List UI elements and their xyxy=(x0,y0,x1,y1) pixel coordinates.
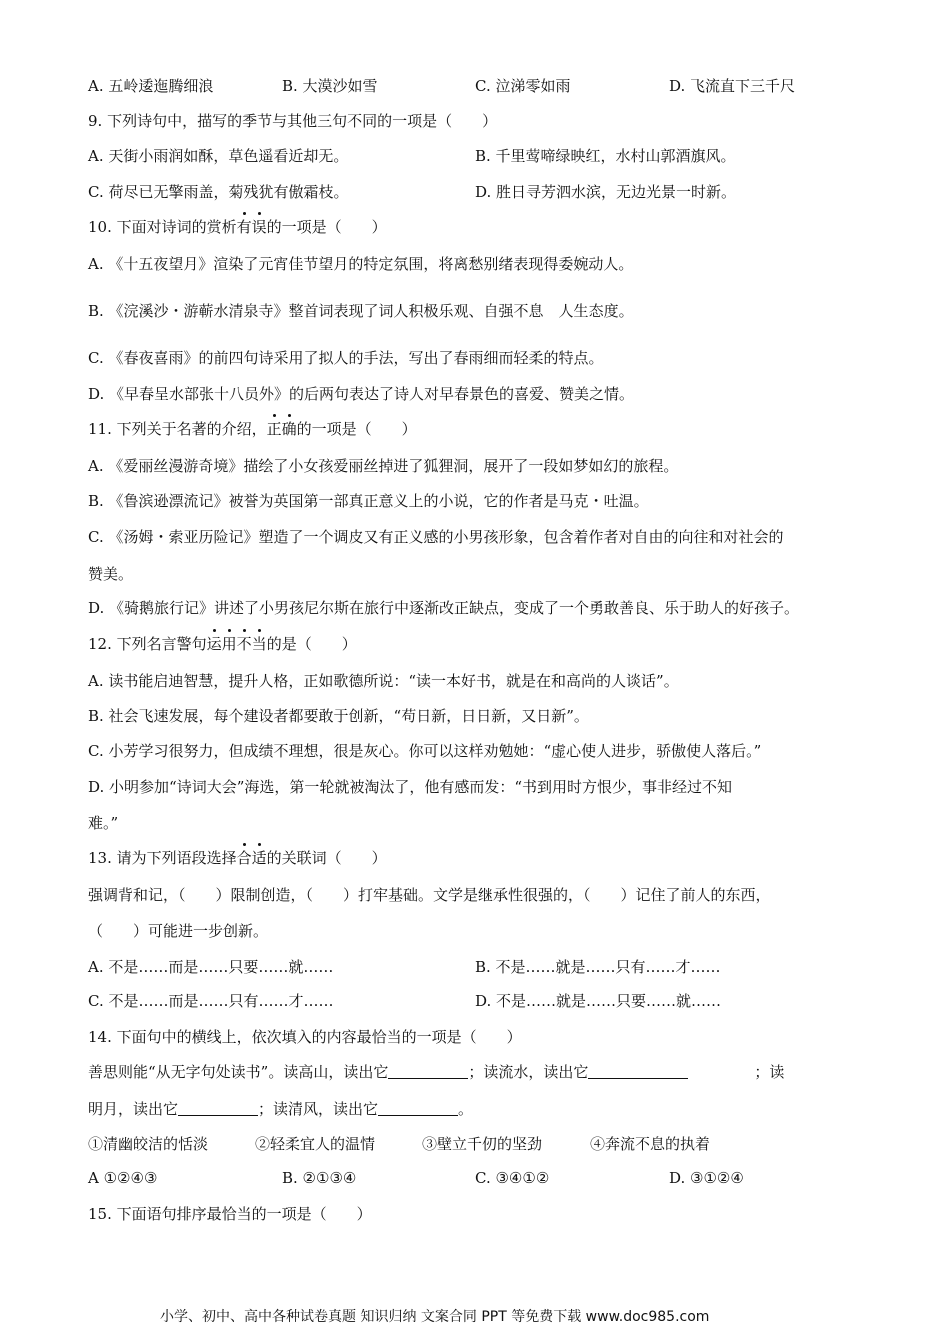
q14-options xyxy=(88,1168,878,1188)
q12-option-a: A. 读书能启迪智慧，提升人格，正如歌德所说：“读一本好书，就是在和高尚的人谈话”。 xyxy=(88,672,679,690)
q14-passage-c: ；读 xyxy=(754,1063,785,1081)
q12-option-b: B. 社会飞速发展，每个建设者都要敢于创新，“苟日新，日日新，又日新”。 xyxy=(88,707,589,725)
page-footer: 小学、初中、高中各种试卷真题 知识归纳 文案合同 PPT 等免费下载 www.doc985.com xyxy=(160,1309,710,1325)
q11-stem-suffix: 的一项是（ ） xyxy=(296,420,417,438)
q14-passage-f: 。 xyxy=(458,1100,474,1118)
q13-option-b: B. 不是……就是……只有……才…… xyxy=(475,958,721,976)
q14-choice-2: ②轻柔宜人的温情 xyxy=(255,1135,376,1153)
q11-option-c: C. 《汤姆・索亚历险记》塑造了一个调皮又有正义感的小男孩形象，包含着作者对自由的向往和对社会的 xyxy=(88,528,784,546)
q14-option-b: B. ②①③④ xyxy=(282,1169,357,1187)
q10-option-b: B. 《浣溪沙・游蕲水清泉寺》整首词表现了词人积极乐观、自强不息 人生态度。 xyxy=(88,302,634,320)
q8-options xyxy=(88,76,878,96)
q9-stem: 9. 下列诗句中，描写的季节与其他三句不同的一项是（ ） xyxy=(88,112,498,130)
q15-stem: 15. 下面语句排序最恰当的一项是（ ） xyxy=(88,1205,372,1223)
q9-options-row2 xyxy=(88,182,878,202)
q9-option-a: A. 天街小雨润如酥，草色遥看近却无。 xyxy=(88,147,349,165)
q13-passage-line-2: （ ）可能进一步创新。 xyxy=(88,922,269,940)
q12-stem xyxy=(88,634,357,654)
q10-stem-suffix: 的一项是（ ） xyxy=(266,218,387,236)
q14-choice-1: ①清幽皎洁的恬淡 xyxy=(88,1135,209,1153)
q13-option-d: D. 不是……就是……只要……就…… xyxy=(475,992,722,1010)
q12-emphasis-char-3: 不 xyxy=(236,635,252,653)
q13-stem-prefix: 13. 请为下列语段选择 xyxy=(88,849,237,867)
q14-blank-3 xyxy=(178,1099,258,1116)
q12-emphasis-char-4: 当 xyxy=(251,635,267,653)
q10-option-d: D. 《早春呈水部张十八员外》的后两句表达了诗人对早春景色的喜爱、赞美之情。 xyxy=(88,385,635,403)
q14-passage-e: ；读清风，读出它 xyxy=(258,1100,379,1118)
q11-option-c-cont: 赞美。 xyxy=(88,565,134,583)
q13-options-row2 xyxy=(88,991,878,1011)
q10-emphasis-char-2: 误 xyxy=(251,218,267,236)
q11-stem xyxy=(88,419,417,439)
q8-option-a: A. 五岭逶迤腾细浪 xyxy=(88,77,214,95)
q11-stem-prefix: 11. 下列关于名著的介绍， xyxy=(88,420,267,438)
q9-option-b: B. 千里莺啼绿映红，水村山郭酒旗风。 xyxy=(475,147,736,165)
q8-option-d: D. 飞流直下三千尺 xyxy=(669,77,796,95)
q14-option-d: D. ③①②④ xyxy=(669,1169,744,1187)
q14-stem: 14. 下面句中的横线上，依次填入的内容最恰当的一项是（ ） xyxy=(88,1028,522,1046)
q13-options-row1 xyxy=(88,957,878,977)
q10-option-a: A. 《十五夜望月》渲染了元宵佳节望月的特定氛围，将离愁别绪表现得委婉动人。 xyxy=(88,255,634,273)
q9-option-d: D. 胜日寻芳泗水滨，无边光景一时新。 xyxy=(475,183,737,201)
q13-emphasis-char-2: 适 xyxy=(251,849,267,867)
q14-choice-3: ③壁立千仞的坚劲 xyxy=(422,1135,543,1153)
q14-passage-line-1 xyxy=(88,1062,784,1082)
q14-option-a: A ①②④③ xyxy=(88,1169,158,1187)
q10-emphasis-char-1: 有 xyxy=(236,218,252,236)
q12-stem-suffix: 的是（ ） xyxy=(266,635,357,653)
q13-stem-suffix: 的关联词（ ） xyxy=(266,849,387,867)
q12-option-c: C. 小芳学习很努力，但成绩不理想，很是灰心。你可以这样劝勉她：“虚心使人进步，骄傲使人落后。” xyxy=(88,742,762,760)
q11-emphasis-char-1: 正 xyxy=(266,420,282,438)
q11-option-b: B. 《鲁滨逊漂流记》被誉为英国第一部真正意义上的小说，它的作者是马克・吐温。 xyxy=(88,492,649,510)
q14-passage-b: ；读流水，读出它 xyxy=(468,1063,589,1081)
q14-blank-2 xyxy=(588,1062,688,1079)
q10-option-c: C. 《春夜喜雨》的前四句诗采用了拟人的手法，写出了春雨细而轻柔的特点。 xyxy=(88,349,604,367)
q10-stem xyxy=(88,217,387,237)
q12-option-d: D. 小明参加“诗词大会”海选，第一轮就被淘汰了，他有感而发：“书到用时方恨少，事非经过不知 xyxy=(88,778,733,796)
q13-stem xyxy=(88,848,387,868)
q12-emphasis-char-1: 运 xyxy=(206,635,222,653)
q11-emphasis-char-2: 确 xyxy=(281,420,297,438)
q9-option-c: C. 荷尽已无擎雨盖，菊残犹有傲霜枝。 xyxy=(88,183,349,201)
q9-options-row1 xyxy=(88,146,878,166)
q12-stem-prefix: 12. 下列名言警句 xyxy=(88,635,207,653)
q12-emphasis-char-2: 用 xyxy=(221,635,237,653)
q14-choice-4: ④奔流不息的执着 xyxy=(590,1135,711,1153)
q8-option-b: B. 大漠沙如雪 xyxy=(282,77,378,95)
q8-option-c: C. 泣涕零如雨 xyxy=(475,77,571,95)
q13-emphasis-char-1: 合 xyxy=(236,849,252,867)
q13-passage-line-1: 强调背和记，（ ）限制创造，（ ）打牢基础。文学是继承性很强的，（ ）记住了前人的东西， xyxy=(88,886,771,904)
q11-option-a: A. 《爱丽丝漫游奇境》描绘了小女孩爱丽丝掉进了狐狸洞，展开了一段如梦如幻的旅程。 xyxy=(88,457,679,475)
q12-option-d-cont: 难。” xyxy=(88,814,119,832)
q14-choices xyxy=(88,1134,878,1154)
q14-passage-a: 善思则能“从无字句处读书”。读高山，读出它 xyxy=(88,1063,389,1081)
q14-option-c: C. ③④①② xyxy=(475,1169,550,1187)
q11-option-d: D. 《骑鹅旅行记》讲述了小男孩尼尔斯在旅行中逐渐改正缺点，变成了一个勇敢善良、乐于助人的好孩子。 xyxy=(88,599,800,617)
q14-passage-d: 明月，读出它 xyxy=(88,1100,179,1118)
q13-option-c: C. 不是……而是……只有……才…… xyxy=(88,992,334,1010)
q10-stem-prefix: 10. 下面对诗词的赏析 xyxy=(88,218,237,236)
q14-blank-4 xyxy=(378,1099,458,1116)
q13-option-a: A. 不是……而是……只要……就…… xyxy=(88,958,334,976)
q14-blank-1 xyxy=(388,1062,468,1079)
q14-passage-line-2 xyxy=(88,1099,473,1119)
